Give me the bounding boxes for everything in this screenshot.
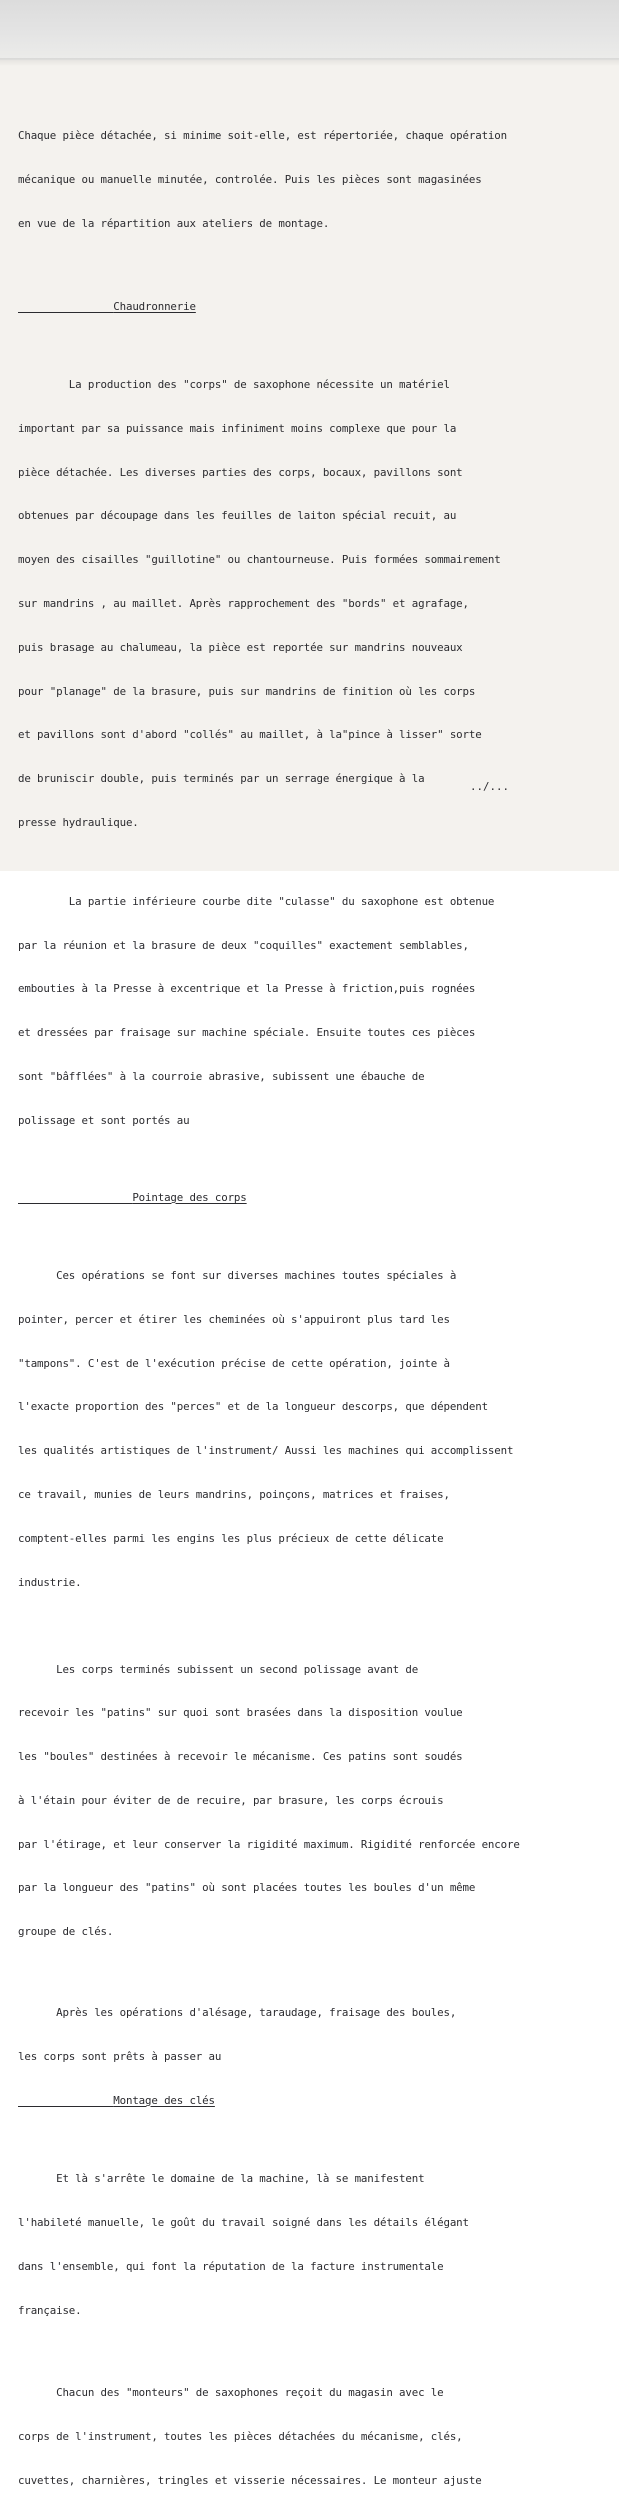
text-line: La partie inférieure courbe dite "culasse" du saxophone est obtenue [18, 894, 495, 908]
text-line: Chacun des "monteurs" de saxophones reçoit du magasin avec le [18, 2386, 444, 2400]
text-line: polissage et sont portés au [18, 1113, 190, 1127]
text-line: La production des "corps" de saxophone nécessite un matériel [18, 378, 450, 392]
text-line: sur mandrins , au maillet. Après rapprochement des "bords" et agrafage, [18, 597, 469, 610]
text-line: groupe de clés. [18, 1925, 114, 1939]
text-line: pointer, percer et étirer les cheminées où s'appuiront plus tard les [18, 1312, 450, 1326]
text-line: par la longueur des "patins" où sont placées toutes les boules d'un même [18, 1881, 476, 1895]
scan-cover-shadow [0, 58, 619, 66]
text-line: l'exacte proportion des "perces" et de la longueur descorps, que dépendent [18, 1400, 488, 1414]
text-line: pièce détachée. Les diverses parties des corps, bocaux, pavillons sont [18, 465, 463, 479]
page-continuation-mark: ../... [470, 780, 510, 793]
text-line: les "boules" destinées à recevoir le mécanisme. Ces patins sont soudés [18, 1750, 463, 1764]
text-line: Après les opérations d'alésage, taraudage, fraisage des boules, [18, 2006, 457, 2020]
text-line: important par sa puissance mais infiniment moins complexe que pour la [18, 421, 457, 435]
text-line: dans l'ensemble, qui font la réputation de la facture instrumentale [18, 2259, 444, 2273]
section-heading-montage: Montage des clés [113, 2093, 215, 2107]
text-line: Ces opérations se font sur diverses machines toutes spéciales à [18, 1269, 457, 1283]
text-line: embouties à la Presse à excentrique et la Presse à friction,puis rognées [18, 982, 476, 996]
text-line: par la réunion et la brasure de deux "coquilles" exactement semblables, [18, 938, 469, 952]
text-line: recevoir les "patins" sur quoi sont brasées dans la disposition voulue [18, 1706, 463, 1720]
section-heading-chaudronnerie: Chaudronnerie [113, 299, 196, 313]
text-line: presse hydraulique. [18, 815, 139, 829]
text-line: française. [18, 2303, 82, 2317]
text-line: par l'étirage, et leur conserver la rigidité maximum. Rigidité renforcée encore [18, 1837, 520, 1851]
text-line: les corps sont prêts à passer au [18, 2050, 222, 2063]
text-line: obtenues par découpage dans les feuilles de laiton spécial recuit, au [18, 509, 457, 523]
text-line: Les corps terminés subissent un second polissage avant de [18, 1662, 419, 1676]
text-line: à l'étain pour éviter de de recuire, par brasure, les corps écrouis [18, 1793, 444, 1807]
text-line: Chaque pièce détachée, si minime soit-elle, est répertoriée, chaque opération [18, 129, 507, 143]
text-line: cuvettes, charnières, tringles et visserie nécessaires. Le monteur ajuste [18, 2474, 482, 2488]
text-line: ce travail, munies de leurs mandrins, poinçons, matrices et fraises, [18, 1488, 450, 1502]
text-line: Et là s'arrête le domaine de la machine, là se manifestent [18, 2172, 425, 2186]
text-line: comptent-elles parmi les engins les plus précieux de cette délicate [18, 1531, 444, 1545]
text-line: puis brasage au chalumeau, la pièce est reportée sur mandrins nouveaux [18, 640, 463, 654]
text-line: pour "planage" de la brasure, puis sur mandrins de finition où les corps [18, 684, 476, 698]
text-line: en vue de la répartition aux ateliers de montage. [18, 216, 330, 230]
text-line: corps de l'instrument, toutes les pièces détachées du mécanisme, clés, [18, 2430, 463, 2444]
text-line: de bruniscir double, puis terminés par un serrage énergique à la [18, 772, 425, 786]
text-line: l'habileté manuelle, le goût du travail soigné dans les détails élégant [18, 2215, 469, 2229]
text-line: "tampons". C'est de l'exécution précise de cette opération, jointe à [18, 1356, 450, 1370]
document-body [18, 100, 618, 2518]
scan-cover-band [0, 0, 619, 60]
text-line: les qualités artistiques de l'instrument/ Aussi les machines qui accomplissent [18, 1444, 514, 1458]
text-line: mécanique ou manuelle minutée, controlée. Puis les pièces sont magasinées [18, 172, 482, 186]
section-heading-pointage: Pointage des corps [132, 1190, 247, 1204]
text-line: sont "bâfflées" à la courroie abrasive, subissent une ébauche de [18, 1070, 425, 1083]
text-line: industrie. [18, 1575, 82, 1589]
text-line: et dressées par fraisage sur machine spéciale. Ensuite toutes ces pièces [18, 1026, 476, 1040]
text-line: moyen des cisailles "guillotine" ou chantourneuse. Puis formées sommairement [18, 553, 501, 567]
text-line: et pavillons sont d'abord "collés" au maillet, à la"pince à lisser" sorte [18, 728, 482, 742]
